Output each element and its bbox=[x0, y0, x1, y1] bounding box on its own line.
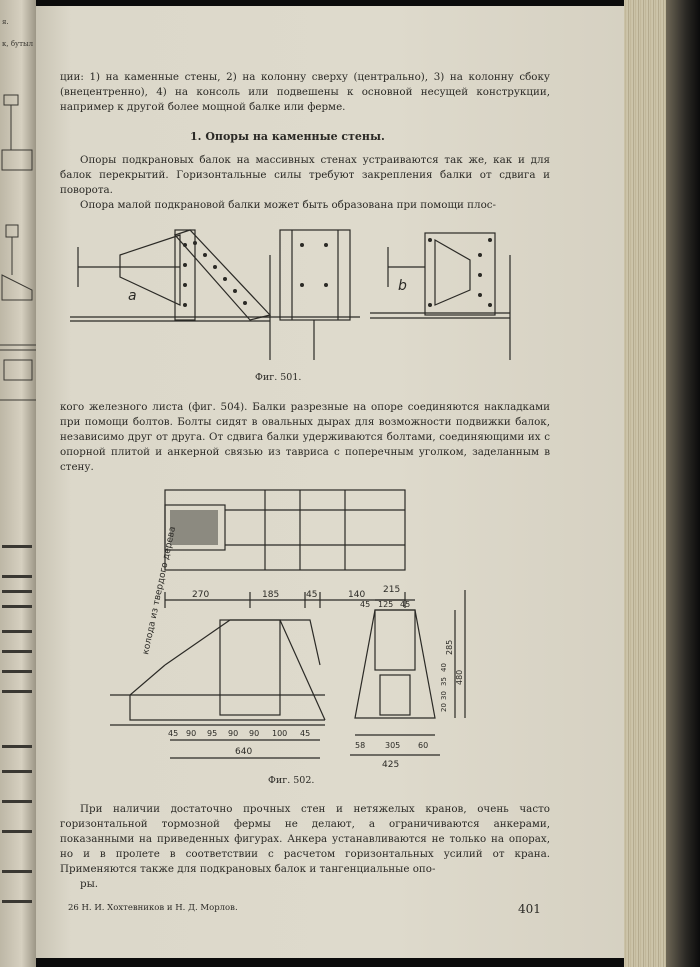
fig502-end-part: 45 bbox=[360, 600, 371, 609]
left-page-edge bbox=[0, 0, 36, 967]
fig502-end-part: 125 bbox=[378, 600, 394, 609]
fig501-caption: Фиг. 501. bbox=[255, 372, 302, 383]
fig502-end-bottom: 58 bbox=[355, 741, 366, 750]
fig502-end-small: 40 bbox=[440, 663, 448, 672]
small-beam-text: Опора малой подкрановой балки может быть образована при помощи плос- bbox=[80, 199, 497, 211]
page-block-edge bbox=[624, 0, 666, 967]
fig502-end-right: 480 bbox=[455, 669, 464, 685]
bolts-text: кого железного листа (фиг. 504). Балки разрезные на опоре соединяются накладками при помощи болтов. Болты сидят в овальных дырах для возможности подвижки балок, независимо друг от друга. От сдвига балки удерживаются болтами, соединяющими их с опорной плитой и анкерной связью из тавриса с поперечным уголком, заделанным в стену. bbox=[60, 401, 550, 473]
section-heading: 1. Опоры на каменные стены. bbox=[190, 130, 385, 143]
paragraph-small-beam bbox=[60, 198, 550, 213]
paragraph-anchors bbox=[60, 802, 550, 892]
fig502-dim: 140 bbox=[348, 590, 366, 600]
anchors-text: При наличии достаточно прочных стен и нетяжелых кранов, очень часто горизонтальной тормозной фермы не делают, а ограничиваются анкерами, показанными на приведенных фигурах. Анкера устанавливаются не только на опорах, но и в пролете в соответствии с расчетом горизонтальных усилий от крана. Применяются также для подкрановых балок и тангенциальные опо- bbox=[60, 803, 550, 875]
fig502-end-bottom: 60 bbox=[418, 741, 429, 750]
fig502-dim: 90 bbox=[186, 729, 197, 738]
paragraph-supports bbox=[60, 153, 550, 198]
fig502-dim: 90 bbox=[249, 729, 260, 738]
fig502-dim: 90 bbox=[228, 729, 239, 738]
fig502-end-right: 285 bbox=[445, 639, 454, 655]
fig502-dim: 45 bbox=[306, 590, 318, 600]
left-page-fragment: я. bbox=[2, 18, 9, 26]
fig502-total: 640 bbox=[235, 747, 253, 757]
figure-501 bbox=[70, 225, 530, 365]
fig502-end-small: 20 bbox=[440, 703, 448, 712]
fig502-end-small: 35 bbox=[440, 677, 448, 686]
fig502-dim: 270 bbox=[192, 590, 210, 600]
fig502-dim: 45 bbox=[300, 729, 311, 738]
left-page-fragment: к, бутыл bbox=[2, 40, 34, 48]
footer-signature: 26 Н. И. Хохтевников и Н. Д. Морлов. bbox=[68, 903, 238, 913]
fig502-side-label: колода из твердого дерева bbox=[141, 525, 179, 656]
fig502-dim: 100 bbox=[272, 729, 288, 738]
paragraph-intro bbox=[60, 70, 550, 115]
fig501-label-a: a bbox=[128, 288, 137, 304]
figure-502 bbox=[110, 480, 490, 770]
paragraph-bolts bbox=[60, 400, 550, 475]
fig502-dim: 185 bbox=[262, 590, 280, 600]
page-number: 401 bbox=[518, 902, 541, 916]
fig502-caption: Фиг. 502. bbox=[268, 775, 315, 786]
supports-text: Опоры подкрановых балок на массивных стенах устраиваются так же, как и для балок перекрытий. Горизонтальные силы требуют закрепления балки от сдвига и поворота. bbox=[60, 154, 550, 196]
left-page-drawings bbox=[0, 0, 36, 967]
fig502-end-bottom: 305 bbox=[385, 741, 401, 750]
book-spine-shadow bbox=[666, 0, 700, 967]
fig502-end-small: 30 bbox=[440, 691, 448, 700]
intro-text: ции: 1) на каменные стены, 2) на колонну сверху (центрально), 3) на колонну сбоку (внецентренно), 4) на консоль или подвешены к основной несущей конструкции, например к другой более мощной балке или ферме. bbox=[60, 71, 550, 113]
anchors-text-end: ры. bbox=[80, 878, 99, 890]
fig502-dim: 45 bbox=[168, 729, 179, 738]
fig502-end-total: 425 bbox=[382, 760, 400, 770]
fig502-end-part: 45 bbox=[400, 600, 411, 609]
fig502-end-top: 215 bbox=[383, 585, 401, 595]
fig502-dim: 95 bbox=[207, 729, 218, 738]
fig501-label-b: b bbox=[398, 278, 407, 294]
